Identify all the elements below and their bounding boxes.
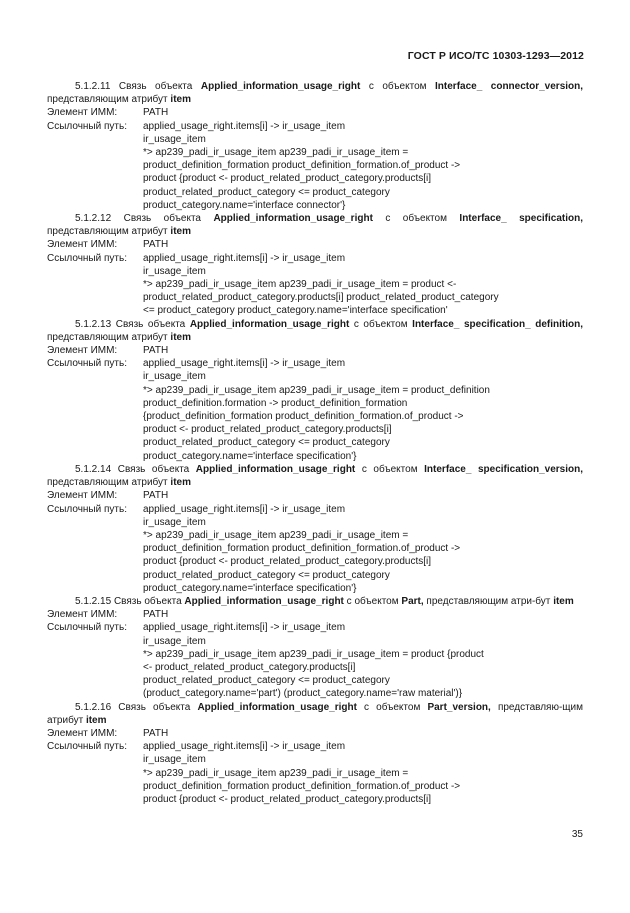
attribute-name: item — [170, 226, 191, 238]
target-entity: Interface_ specification_version, — [424, 463, 584, 475]
section-number: 5.1.2.13 — [75, 318, 112, 330]
entity-name: Applied_information_usage_right — [189, 318, 350, 330]
section-number: 5.1.2.15 — [75, 595, 112, 607]
path-row — [47, 252, 583, 318]
element-value: PATH — [143, 727, 169, 739]
path-line: ir_usage_item — [143, 265, 206, 277]
heading-post: представляющим атрибут — [47, 94, 168, 106]
path-line: *> ap239_padi_ir_usage_item ap239_padi_ir_usage_item = product <- — [143, 279, 457, 291]
element-row — [47, 489, 583, 502]
path-line: ir_usage_item — [143, 635, 206, 647]
path-line: product {product <- product_related_product_category.products[i] — [143, 173, 432, 185]
element-row — [47, 106, 583, 119]
path-label: Ссылочный путь: — [47, 503, 127, 515]
path-line: product <- product_related_product_category.products[i] — [143, 424, 392, 436]
attribute-name: item — [170, 94, 191, 106]
heading-pre: Связь объекта — [118, 81, 193, 92]
path-label: Ссылочный путь: — [47, 252, 127, 264]
element-value: PATH — [143, 239, 169, 251]
heading-mid: с объектом — [346, 595, 399, 607]
element-label: Элемент ИММ: — [47, 609, 118, 621]
path-line: applied_usage_right.items[i] -> ir_usage_item — [143, 622, 346, 634]
path-line: product_related_product_category <= product_category — [143, 675, 390, 687]
path-value — [143, 621, 583, 700]
path-line: applied_usage_right.items[i] -> ir_usage_item — [143, 741, 346, 753]
path-line: product_related_product_category.products[i] product_related_product_category — [143, 292, 499, 304]
section-number: 5.1.2.14 — [75, 463, 112, 475]
heading-post: представляю-щим атрибут — [47, 701, 583, 726]
path-line: ir_usage_item — [143, 516, 206, 528]
element-row — [47, 727, 583, 740]
element-value: PATH — [143, 490, 169, 502]
section-number: 5.1.2.11 — [75, 81, 111, 92]
path-line: *> ap239_padi_ir_usage_item ap239_padi_ir_usage_item = product {product — [143, 648, 484, 660]
element-label: Элемент ИММ: — [47, 107, 118, 119]
element-label: Элемент ИММ: — [47, 239, 118, 251]
standard-header: ГОСТ Р ИСО/ТС 10303-1293—2012 — [407, 50, 584, 62]
heading-post: представляющим атри-бут — [426, 595, 551, 607]
document-body — [47, 80, 583, 806]
path-line: <= product_category product_category.name='interface specification' — [143, 305, 448, 317]
path-label: Ссылочный путь: — [47, 120, 127, 132]
element-row — [47, 608, 583, 621]
path-line: *> ap239_padi_ir_usage_item ap239_padi_ir_usage_item = product_definition — [143, 384, 490, 396]
heading-pre: Связь объекта — [118, 701, 191, 713]
path-line: (product_category.name='part') (product_category.name='raw material')} — [143, 688, 463, 700]
heading-post: представляющим атрибут — [47, 331, 168, 343]
element-label: Элемент ИММ: — [47, 345, 118, 357]
mapping-section — [47, 318, 583, 463]
heading-mid: с объектом — [385, 213, 447, 225]
entity-name: Applied_information_usage_right — [213, 213, 373, 225]
path-line: *> ap239_padi_ir_usage_item ap239_padi_ir_usage_item = — [143, 529, 409, 541]
section-number: 5.1.2.16 — [75, 701, 112, 713]
mapping-section — [47, 463, 583, 595]
path-line: ir_usage_item — [143, 133, 206, 145]
path-line: {product_definition_formation product_definition_formation.of_product -> — [143, 411, 464, 423]
path-value — [143, 357, 583, 463]
path-line: applied_usage_right.items[i] -> ir_usage_item — [143, 120, 346, 132]
attribute-name: item — [85, 714, 107, 726]
element-value: PATH — [143, 609, 169, 621]
mapping-section — [47, 701, 583, 807]
path-label: Ссылочный путь: — [47, 741, 127, 753]
path-line: product_definition_formation product_definition_formation.of_product -> — [143, 543, 461, 555]
section-heading — [47, 80, 583, 106]
path-line: product {product <- product_related_product_category.products[i] — [143, 793, 432, 805]
heading-post: представляющим атрибут — [47, 226, 168, 238]
entity-name: Applied_information_usage_right — [197, 701, 357, 713]
element-label: Элемент ИММ: — [47, 490, 118, 502]
heading-mid: с объектом — [361, 463, 418, 475]
target-entity: Part_version, — [427, 701, 491, 713]
element-value: PATH — [143, 107, 169, 119]
element-row — [47, 238, 583, 251]
heading-pre: Связь объекта — [117, 463, 190, 475]
path-label: Ссылочный путь: — [47, 622, 127, 634]
path-label: Ссылочный путь: — [47, 358, 127, 370]
element-value: PATH — [143, 345, 169, 357]
path-line: product {product <- product_related_product_category.products[i] — [143, 556, 432, 568]
path-line: product_related_product_category <= product_category — [143, 437, 390, 449]
path-line: product_definition_formation product_definition_formation.of_product -> — [143, 780, 461, 792]
path-value — [143, 503, 583, 595]
section-heading — [47, 463, 583, 489]
heading-pre: Связь объекта — [115, 318, 186, 330]
path-line: applied_usage_right.items[i] -> ir_usage_item — [143, 503, 346, 515]
path-line: product_related_product_category <= product_category — [143, 186, 390, 198]
element-label: Элемент ИММ: — [47, 727, 118, 739]
path-line: product_category.name='interface specification'} — [143, 582, 357, 594]
mapping-section — [47, 212, 583, 318]
section-heading — [47, 701, 583, 727]
path-line: ir_usage_item — [143, 754, 206, 766]
path-line: ir_usage_item — [143, 371, 206, 383]
path-row — [47, 740, 583, 806]
heading-post: представляющим атрибут — [47, 477, 168, 489]
path-line: product_category.name='interface specification'} — [143, 450, 357, 462]
path-value — [143, 740, 583, 806]
path-line: <- product_related_product_category.products[i] — [143, 661, 356, 673]
mapping-section — [47, 595, 583, 701]
target-entity: Interface_ specification_ definition, — [412, 318, 584, 330]
attribute-name: item — [170, 477, 191, 489]
path-line: *> ap239_padi_ir_usage_item ap239_padi_ir_usage_item = — [143, 767, 409, 779]
path-line: *> ap239_padi_ir_usage_item ap239_padi_ir_usage_item = — [143, 147, 409, 159]
mapping-section — [47, 80, 583, 212]
path-row — [47, 120, 583, 212]
path-line: applied_usage_right.items[i] -> ir_usage_item — [143, 252, 346, 264]
page-number: 35 — [571, 829, 583, 840]
path-row — [47, 357, 583, 463]
path-line: product_definition_formation product_definition_formation.of_product -> — [143, 160, 461, 172]
attribute-name: item — [553, 595, 574, 607]
section-heading — [47, 318, 583, 344]
path-value — [143, 120, 583, 212]
path-row — [47, 621, 583, 700]
path-line: product_definition.formation -> product_definition_formation — [143, 397, 408, 409]
heading-mid: с объектом — [364, 701, 421, 713]
path-line: applied_usage_right.items[i] -> ir_usage_item — [143, 358, 346, 370]
section-heading — [47, 212, 583, 238]
target-entity: Part, — [401, 595, 424, 607]
section-number: 5.1.2.12 — [75, 213, 112, 225]
element-row — [47, 344, 583, 357]
section-heading — [47, 595, 583, 608]
heading-pre: Связь объекта — [113, 595, 182, 607]
attribute-name: item — [170, 331, 191, 343]
heading-pre: Связь объекта — [123, 213, 201, 225]
path-value — [143, 252, 583, 318]
entity-name: Applied_information_usage_right — [200, 81, 361, 92]
entity-name: Applied_information_usage_right — [184, 595, 344, 607]
entity-name: Applied_information_usage_right — [195, 463, 356, 475]
heading-mid: с объектом — [353, 318, 408, 330]
target-entity: Interface_ specification, — [459, 213, 584, 225]
path-line: product_related_product_category <= product_category — [143, 569, 390, 581]
target-entity: Interface_ connector_version, — [435, 81, 584, 92]
heading-mid: с объектом — [368, 81, 427, 92]
path-row — [47, 503, 583, 595]
path-line: product_category.name='interface connector'} — [143, 199, 346, 211]
